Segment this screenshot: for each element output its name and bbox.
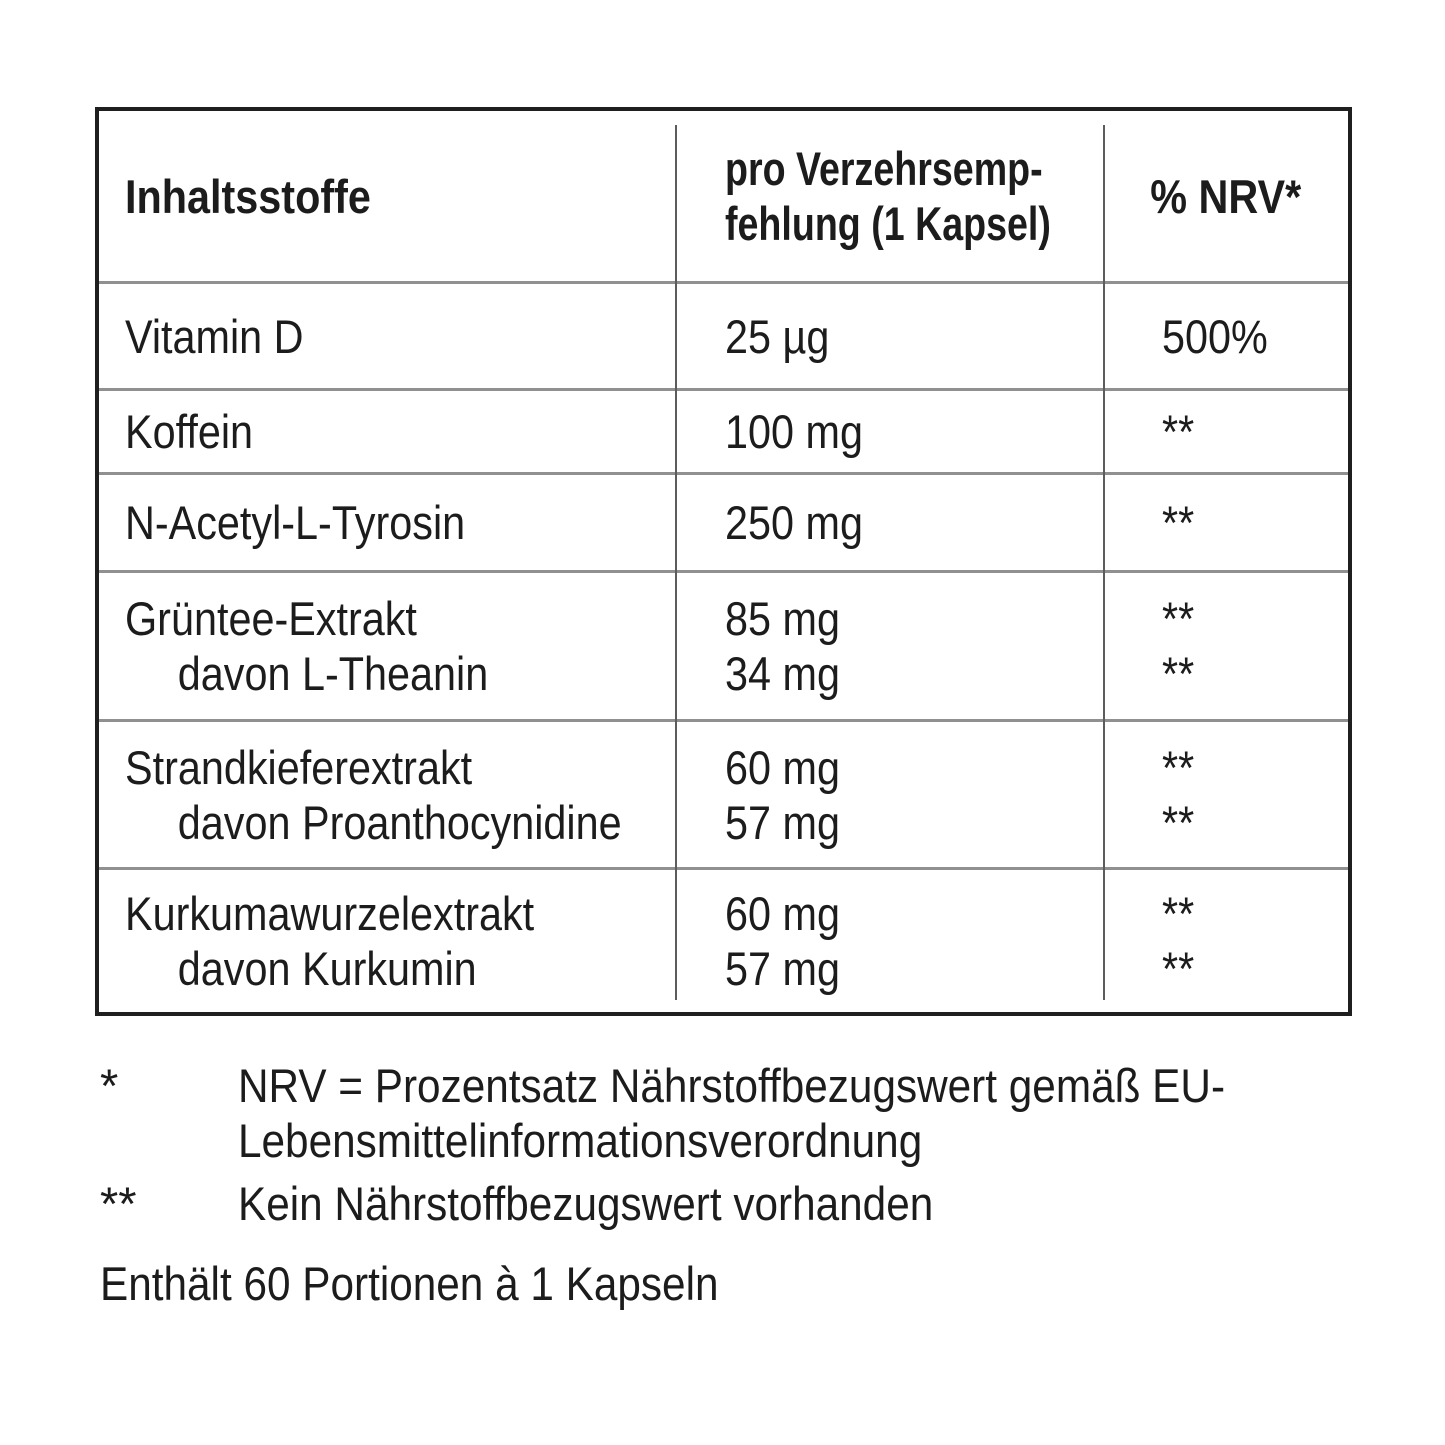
ingredient-name: Kurkumawurzelextrakt	[125, 887, 535, 940]
column-divider-2	[1103, 125, 1105, 1000]
cell-ingredient	[99, 284, 675, 388]
cell-nrv	[1104, 870, 1348, 1012]
table-row	[99, 281, 1348, 388]
footnote-line: Lebensmittelinformationsverordnung	[238, 1114, 923, 1167]
ingredient-nrv: **	[1162, 592, 1195, 645]
ingredient-amount: 25 µg	[725, 309, 830, 363]
ingredient-nrv: **	[1162, 887, 1195, 940]
header-nrv-label: % NRV*	[1150, 169, 1302, 223]
header-cell-amount	[675, 111, 1104, 281]
cell-ingredient	[99, 870, 675, 1012]
ingredient-subname: davon Proanthocynidine	[177, 795, 622, 849]
table-header-row	[99, 111, 1348, 281]
ingredient-subamount: 57 mg	[725, 795, 840, 849]
footnote-marker: **	[100, 1177, 137, 1230]
cell-ingredient	[99, 722, 675, 867]
ingredient-name: Vitamin D	[125, 309, 304, 363]
cell-nrv	[1104, 475, 1348, 570]
table-row	[99, 388, 1348, 472]
header-cell-nrv	[1104, 111, 1348, 281]
cell-ingredient	[99, 475, 675, 570]
cell-amount	[675, 475, 1104, 570]
ingredient-subnrv: **	[1162, 795, 1195, 849]
table-row	[99, 472, 1348, 570]
ingredient-subname: davon Kurkumin	[177, 942, 477, 995]
footnote-text	[238, 1058, 1335, 1168]
footnote-text	[238, 1176, 1011, 1231]
footnote-line: NRV = Prozentsatz Nährstoffbezugswert gemäß EU-	[238, 1059, 1226, 1112]
cell-nrv	[1104, 391, 1348, 472]
cell-nrv	[1104, 284, 1348, 388]
ingredient-name: Strandkieferextrakt	[125, 740, 473, 794]
ingredient-subamount: 57 mg	[725, 942, 840, 995]
table-row	[99, 719, 1348, 867]
header-cell-ingredients	[99, 111, 675, 281]
ingredient-nrv: **	[1162, 740, 1195, 794]
footnote-no-nrv	[100, 1176, 1011, 1231]
cell-amount	[675, 284, 1104, 388]
cell-nrv	[1104, 722, 1348, 867]
column-divider-1	[675, 125, 677, 1000]
cell-ingredient	[99, 573, 675, 719]
ingredient-subnrv: **	[1162, 942, 1195, 995]
ingredient-amount: 60 mg	[725, 740, 840, 794]
nutrition-table	[95, 107, 1352, 1016]
cell-ingredient	[99, 391, 675, 472]
table-row	[99, 570, 1348, 719]
ingredient-amount: 85 mg	[725, 592, 840, 645]
footnote-line: Kein Nährstoffbezugswert vorhanden	[238, 1177, 934, 1230]
header-amount-line2: fehlung (1 Kapsel)	[725, 197, 1051, 250]
ingredient-subname: davon L-Theanin	[177, 647, 489, 700]
ingredient-nrv: **	[1162, 496, 1195, 549]
ingredient-nrv: **	[1162, 405, 1195, 458]
ingredient-name: N-Acetyl-L-Tyrosin	[125, 496, 466, 549]
ingredient-nrv: 500%	[1162, 309, 1268, 363]
ingredient-name: Koffein	[125, 405, 254, 458]
header-ingredients-label: Inhaltsstoffe	[125, 169, 371, 223]
ingredient-subnrv: **	[1162, 647, 1195, 700]
cell-amount	[675, 722, 1104, 867]
ingredient-subamount: 34 mg	[725, 647, 840, 700]
cell-amount	[675, 391, 1104, 472]
table-row	[99, 867, 1348, 1012]
cell-nrv	[1104, 573, 1348, 719]
footnote-nrv	[100, 1058, 1335, 1168]
serving-note-text: Enthält 60 Portionen à 1 Kapseln	[100, 1257, 719, 1310]
ingredient-amount: 100 mg	[725, 405, 863, 458]
ingredient-amount: 250 mg	[725, 496, 863, 549]
header-amount-line1: pro Verzehrsemp-	[725, 142, 1043, 195]
cell-amount	[675, 870, 1104, 1012]
serving-note	[100, 1256, 787, 1311]
ingredient-amount: 60 mg	[725, 887, 840, 940]
footnote-marker: *	[100, 1059, 119, 1112]
ingredient-name: Grüntee-Extrakt	[125, 592, 417, 645]
cell-amount	[675, 573, 1104, 719]
